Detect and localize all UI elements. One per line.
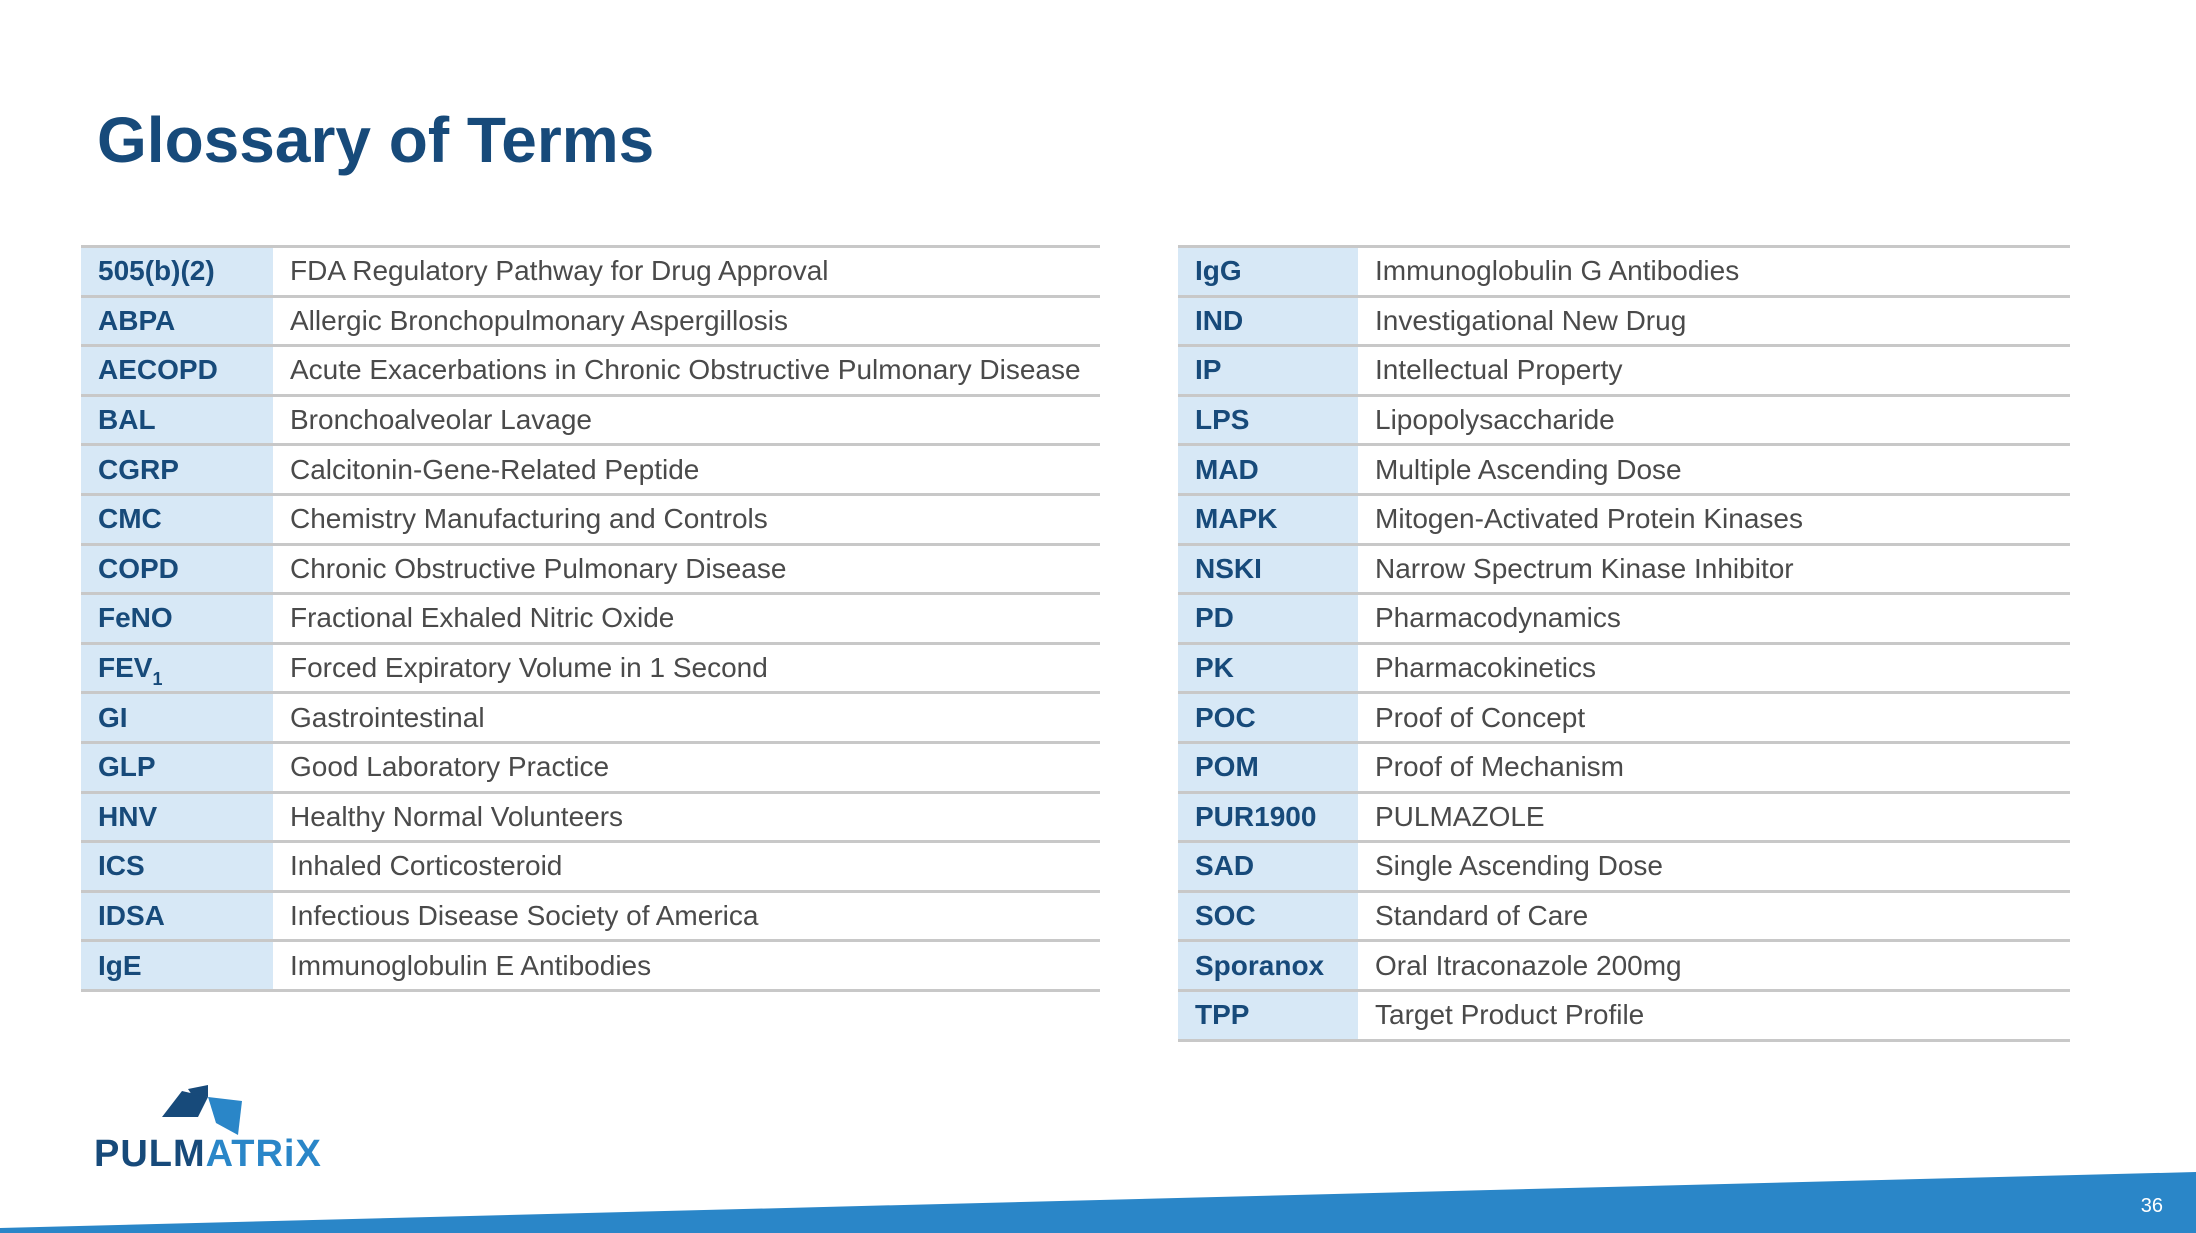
glossary-term-text: GLP	[98, 751, 156, 783]
glossary-definition: Multiple Ascending Dose	[1358, 445, 2070, 495]
glossary-term-text: IND	[1195, 304, 1244, 336]
glossary-definition: Oral Itraconazole 200mg	[1358, 941, 2070, 991]
page-number: 36	[2140, 1195, 2163, 1217]
glossary-term-text: POM	[1195, 751, 1259, 783]
glossary-term-text: POC	[1195, 701, 1256, 733]
glossary-definition: Standard of Care	[1358, 891, 2070, 941]
glossary-term-text: NSKI	[1195, 552, 1262, 584]
glossary-term-text: GI	[98, 701, 128, 733]
glossary-definition: Bronchoalveolar Lavage	[273, 395, 1100, 445]
glossary-term-text: BAL	[98, 404, 156, 436]
glossary-definition: Chronic Obstructive Pulmonary Disease	[273, 544, 1100, 594]
glossary-term-text: PK	[1195, 652, 1234, 684]
glossary-definition: FDA Regulatory Pathway for Drug Approval	[273, 247, 1100, 297]
glossary-term-text: LPS	[1195, 404, 1250, 436]
page-title: Glossary of Terms	[97, 104, 655, 176]
glossary-term-text: 505(b)(2)	[98, 255, 215, 287]
glossary-term-text: ICS	[98, 850, 145, 882]
glossary-definition: Proof of Mechanism	[1358, 742, 2070, 792]
glossary-definition: Good Laboratory Practice	[273, 742, 1100, 792]
glossary-term-text: IP	[1195, 354, 1222, 386]
glossary-term-text: IDSA	[98, 900, 165, 932]
glossary-definition: Inhaled Corticosteroid	[273, 842, 1100, 892]
glossary-term-text: FeNO	[98, 602, 173, 634]
glossary-term-text: ABPA	[98, 304, 176, 336]
glossary-definition: Chemistry Manufacturing and Controls	[273, 494, 1100, 544]
glossary-definition: Pharmacodynamics	[1358, 594, 2070, 644]
glossary-term-subscript: 1	[152, 669, 163, 690]
glossary-definition: Proof of Concept	[1358, 693, 2070, 743]
glossary-definition: Single Ascending Dose	[1358, 842, 2070, 892]
glossary-term-text: IgE	[98, 949, 142, 981]
glossary-definition: Healthy Normal Volunteers	[273, 792, 1100, 842]
glossary-definition: PULMAZOLE	[1358, 792, 2070, 842]
glossary-term-text: CGRP	[98, 453, 179, 485]
glossary-definition: Target Product Profile	[1358, 990, 2070, 1040]
glossary-term-text: AECOPD	[98, 354, 218, 386]
glossary-term-text: MAD	[1195, 453, 1259, 485]
glossary-term-text: PUR1900	[1195, 800, 1317, 832]
glossary-definition: Allergic Bronchopulmonary Aspergillosis	[273, 296, 1100, 346]
glossary-term-text: SOC	[1195, 900, 1256, 932]
glossary-definition: Infectious Disease Society of America	[273, 891, 1100, 941]
glossary-definition: Immunoglobulin E Antibodies	[273, 941, 1100, 991]
glossary-definition: Intellectual Property	[1358, 346, 2070, 396]
glossary-definition: Lipopolysaccharide	[1358, 395, 2070, 445]
glossary-term-text: SAD	[1195, 850, 1255, 882]
glossary-term-text: HNV	[98, 800, 158, 832]
glossary-definition: Investigational New Drug	[1358, 296, 2070, 346]
glossary-definition: Fractional Exhaled Nitric Oxide	[273, 594, 1100, 644]
glossary-term-text: FEV	[98, 652, 153, 684]
glossary-definition: Calcitonin-Gene-Related Peptide	[273, 445, 1100, 495]
glossary-term-text: Sporanox	[1195, 949, 1325, 981]
glossary-definition: Pharmacokinetics	[1358, 643, 2070, 693]
glossary-definition: Gastrointestinal	[273, 693, 1100, 743]
glossary-term-text: MAPK	[1195, 503, 1278, 535]
glossary-term-text: PD	[1195, 602, 1234, 634]
glossary-definition: Mitogen-Activated Protein Kinases	[1358, 494, 2070, 544]
glossary-term-text: IgG	[1195, 255, 1242, 287]
glossary-definition: Narrow Spectrum Kinase Inhibitor	[1358, 544, 2070, 594]
glossary-term-text: TPP	[1195, 999, 1250, 1031]
logo-text-main: PULM	[94, 1133, 206, 1175]
glossary-definition: Immunoglobulin G Antibodies	[1358, 247, 2070, 297]
glossary-definition: Forced Expiratory Volume in 1 Second	[273, 643, 1100, 693]
glossary-definition: Acute Exacerbations in Chronic Obstructive Pulmonary Disease	[273, 346, 1100, 396]
logo-text-accent: ATRiX	[205, 1133, 322, 1175]
glossary-term-text: COPD	[98, 552, 179, 584]
glossary-term-text: CMC	[98, 503, 162, 535]
